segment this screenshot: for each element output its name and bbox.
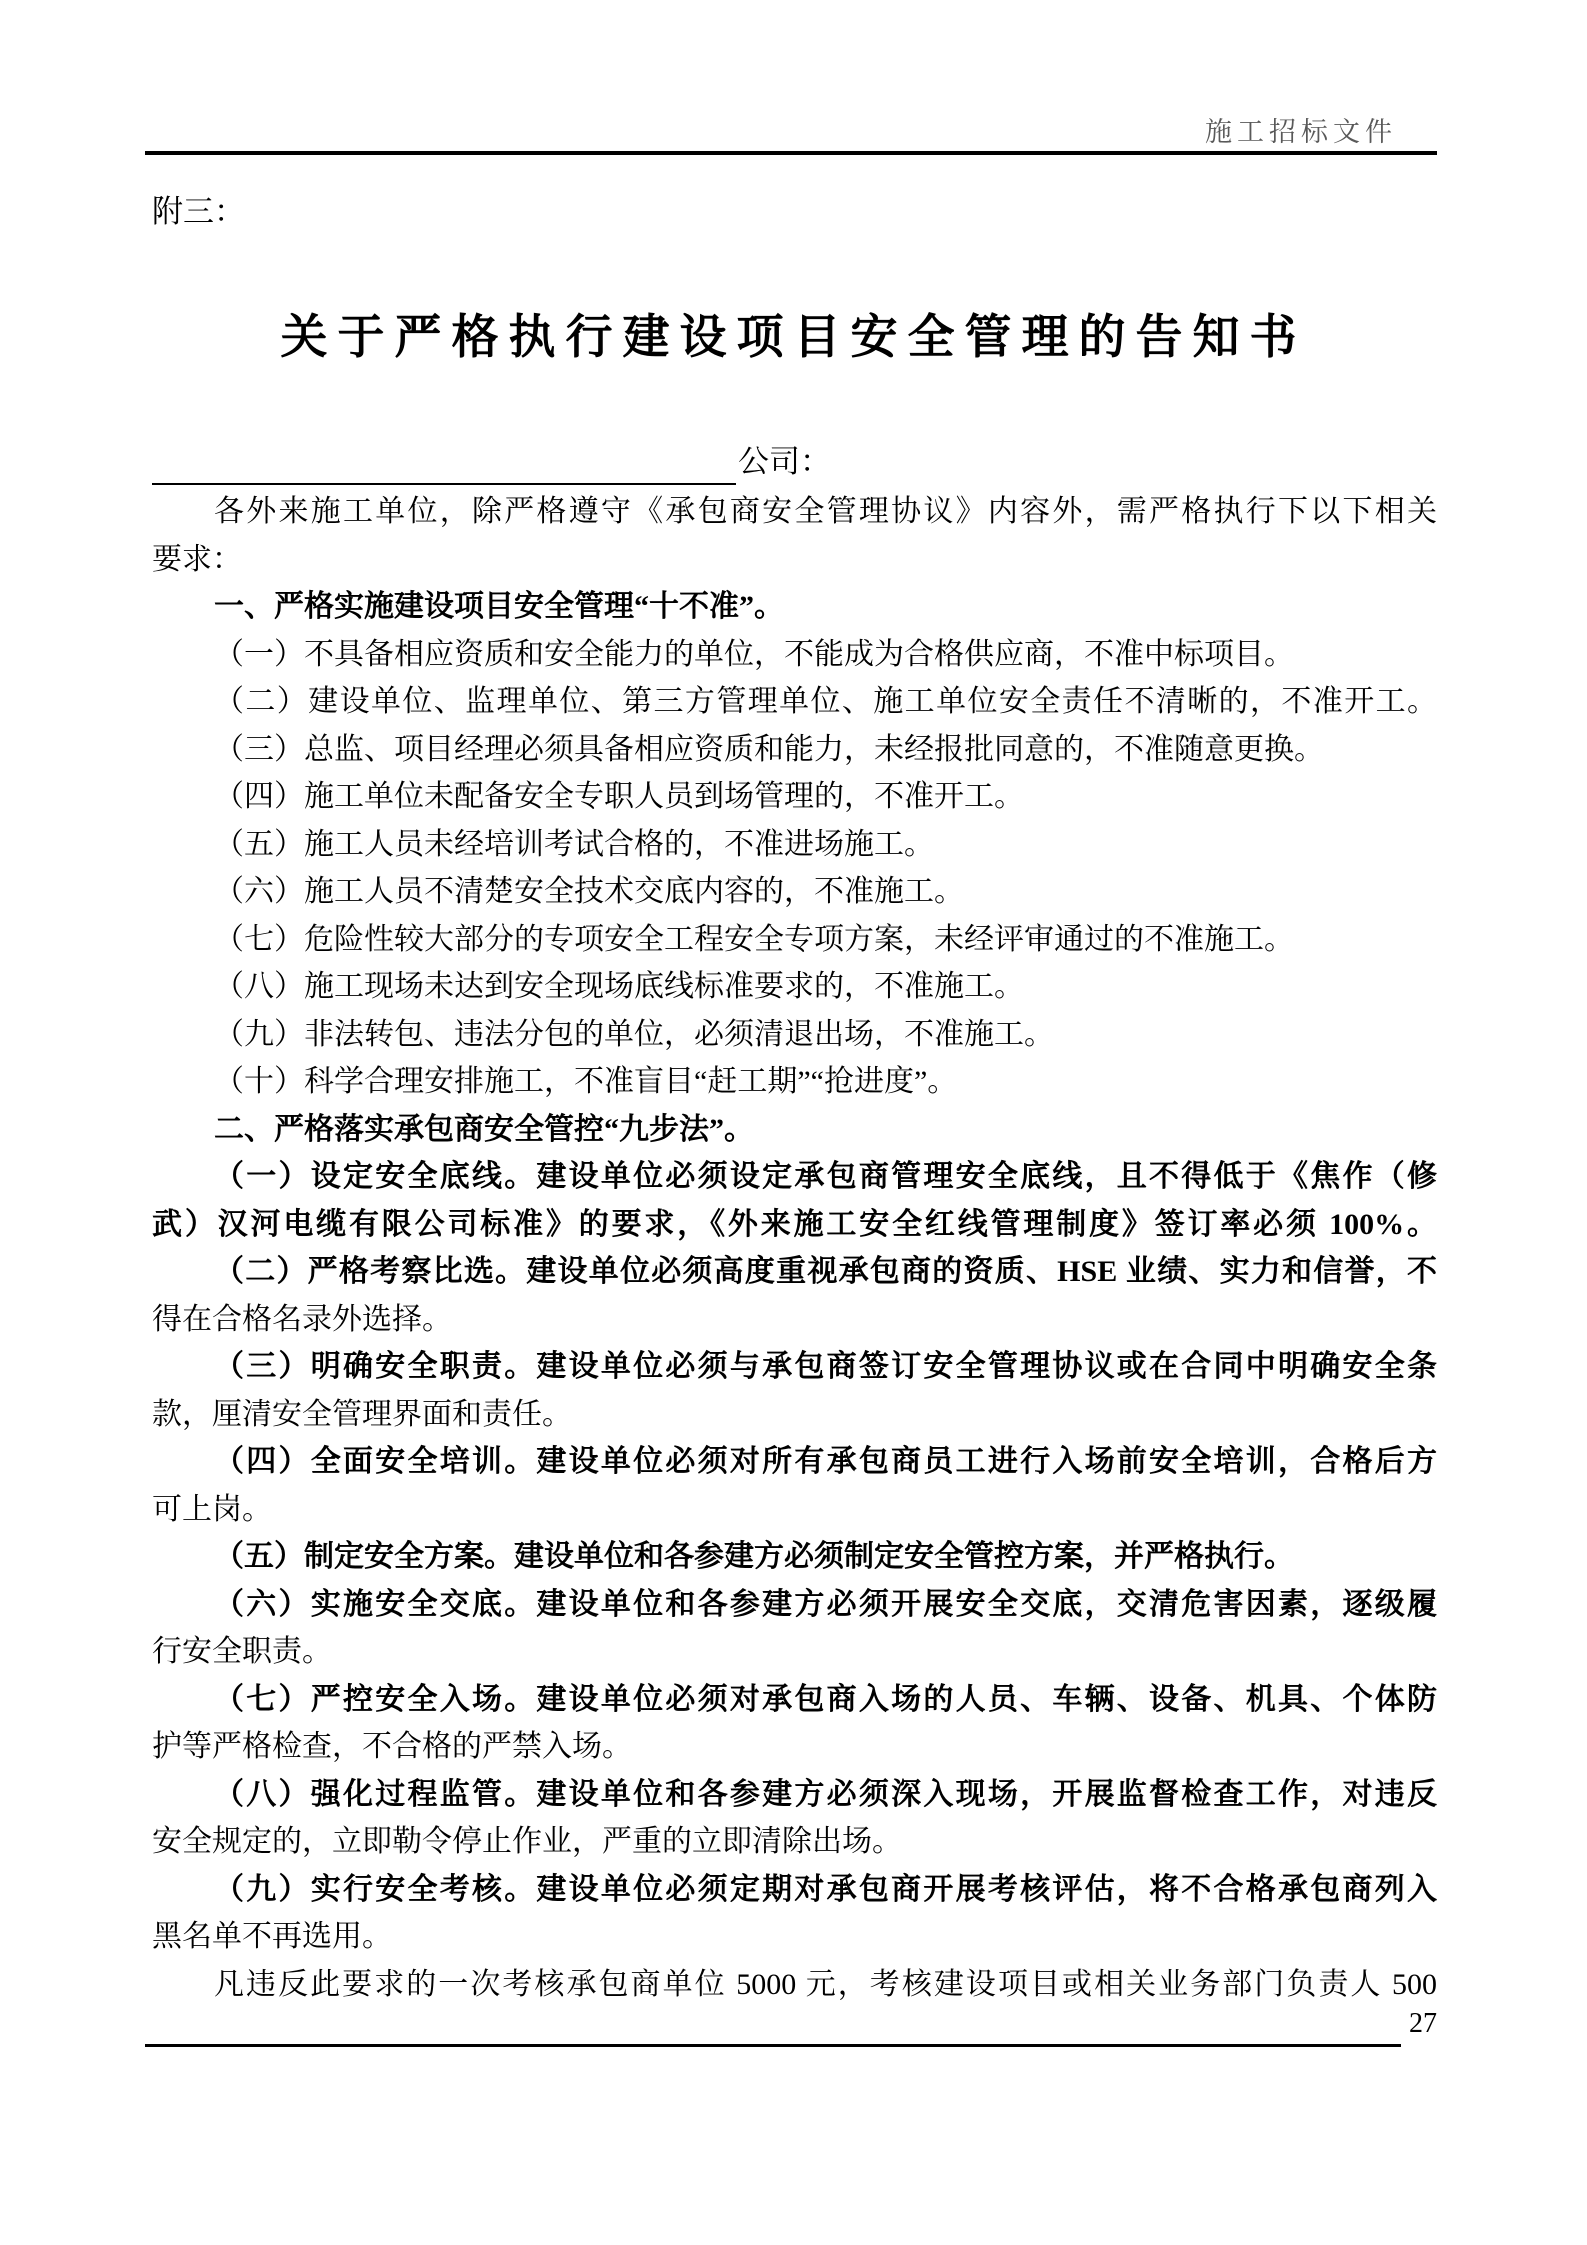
body-line: 二、严格落实承包商安全管控“九步法”。 xyxy=(214,1112,754,1146)
body-line: （十）科学合理安排施工，不准盲目“赶工期”“抢进度”。 xyxy=(214,1065,958,1098)
page-title: 关于严格执行建设项目安全管理的告知书 xyxy=(280,312,1307,364)
body-text xyxy=(152,488,1437,2008)
body-line: （三）总监、项目经理必须具备相应资质和能力，未经报批同意的，不准随意更换。 xyxy=(214,732,1324,766)
body-line: 行安全职责。 xyxy=(152,1635,332,1668)
header-doc-type: 施工招标文件 xyxy=(1205,117,1397,147)
body-line: （四）施工单位未配备安全专职人员到场管理的，不准开工。 xyxy=(214,780,1024,813)
body-line: 黑名单不再选用。 xyxy=(152,1920,392,1953)
page-number: 27 xyxy=(1409,2008,1437,2039)
body-line: 武）汉河电缆有限公司标准》的要求，《外来施工安全红线管理制度》签订率必须 100%。 xyxy=(152,1207,1437,1241)
body-line: 要求： xyxy=(152,542,242,576)
body-line: 得在合格名录外选择。 xyxy=(152,1302,452,1336)
body-line: 护等严格检查，不合格的严禁入场。 xyxy=(152,1730,632,1763)
body-line: 一、严格实施建设项目安全管理“十不准”。 xyxy=(214,590,784,623)
body-line: （九）实行安全考核。建设单位必须定期对承包商开展考核评估，将不合格承包商列入 xyxy=(214,1872,1437,1906)
body-line: 款，厘清安全管理界面和责任。 xyxy=(152,1397,572,1431)
body-line: 各外来施工单位，除严格遵守《承包商安全管理协议》内容外，需严格执行下以下相关 xyxy=(214,495,1437,528)
body-line: （七）严控安全入场。建设单位必须对承包商入场的人员、车辆、设备、机具、个体防 xyxy=(214,1682,1437,1716)
body-line: （二）严格考察比选。建设单位必须高度重视承包商的资质、HSE 业绩、实力和信誉，不 xyxy=(214,1255,1437,1288)
body-line: （一）不具备相应资质和安全能力的单位，不能成为合格供应商，不准中标项目。 xyxy=(214,637,1294,671)
body-line: （八）强化过程监管。建设单位和各参建方必须深入现场，开展监督检查工作，对违反 xyxy=(214,1777,1437,1811)
header-rule xyxy=(145,151,1437,155)
body-line: （五）制定安全方案。建设单位和各参建方必须制定安全管控方案，并严格执行。 xyxy=(214,1540,1294,1573)
body-line: （九）非法转包、违法分包的单位，必须清退出场，不准施工。 xyxy=(214,1017,1054,1051)
body-line: （八）施工现场未达到安全现场底线标准要求的，不准施工。 xyxy=(214,970,1024,1003)
footer-rule xyxy=(145,2044,1401,2047)
body-line: （一）设定安全底线。建设单位必须设定承包商管理安全底线，且不得低于《焦作（修 xyxy=(214,1160,1437,1193)
body-line: 安全规定的，立即勒令停止作业，严重的立即清除出场。 xyxy=(152,1825,902,1858)
attachment-label: 附三： xyxy=(152,194,245,229)
company-name-blank xyxy=(152,443,736,485)
body-line: （六）施工人员不清楚安全技术交底内容的，不准施工。 xyxy=(214,875,964,908)
body-line: （五）施工人员未经培训考试合格的，不准进场施工。 xyxy=(214,827,934,861)
body-line: （三）明确安全职责。建设单位必须与承包商签订安全管理协议或在合同中明确安全条 xyxy=(214,1350,1437,1383)
body-line: （二）建设单位、监理单位、第三方管理单位、施工单位安全责任不清晰的，不准开工。 xyxy=(214,685,1437,718)
body-line: （四）全面安全培训。建设单位必须对所有承包商员工进行入场前安全培训，合格后方 xyxy=(214,1445,1437,1478)
body-line: （六）实施安全交底。建设单位和各参建方必须开展安全交底，交清危害因素，逐级履 xyxy=(214,1587,1437,1621)
salutation-line xyxy=(152,438,831,485)
salutation-suffix: 公司： xyxy=(738,444,831,479)
body-line: 可上岗。 xyxy=(152,1492,272,1526)
body-line: （七）危险性较大部分的专项安全工程安全专项方案，未经评审通过的不准施工。 xyxy=(214,922,1294,956)
body-line: 凡违反此要求的一次考核承包商单位 5000 元，考核建设项目或相关业务部门负责人 500 xyxy=(214,1967,1437,2001)
